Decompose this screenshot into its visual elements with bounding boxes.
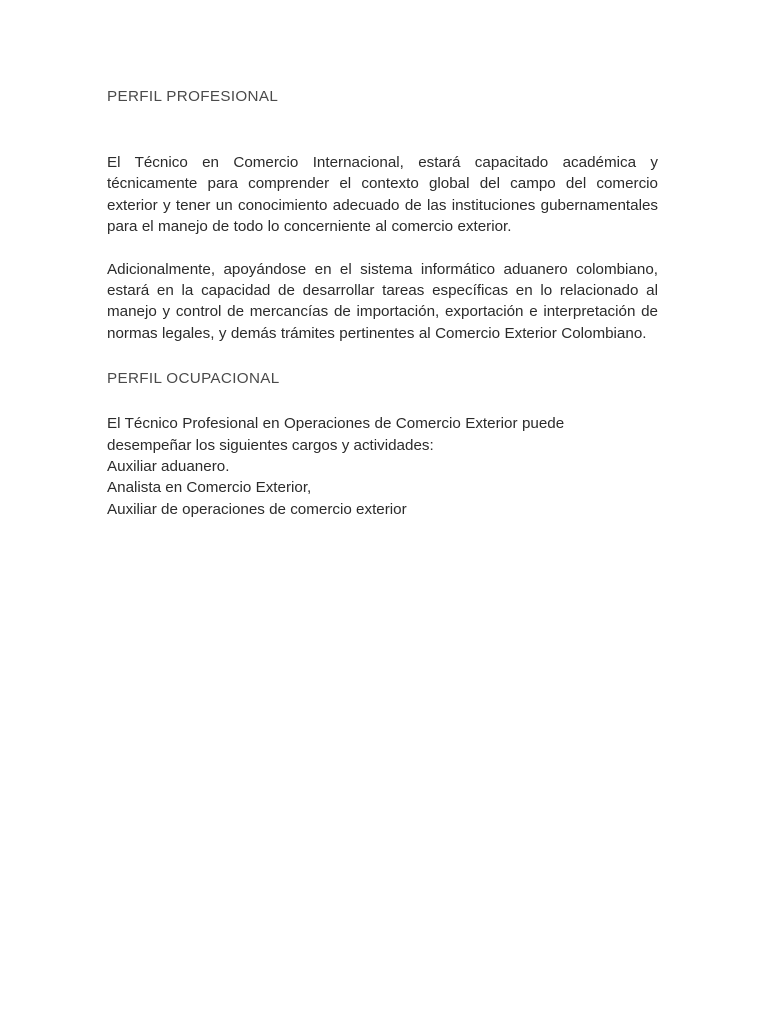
occupational-role-list xyxy=(107,456,658,520)
spacer xyxy=(107,238,658,259)
spacer xyxy=(107,344,658,368)
paragraph-occupational-intro-line-2: desempeñar los siguientes cargos y actividades: xyxy=(107,436,434,454)
paragraph-professional-profile-2: Adicionalmente, apoyándose en el sistema informático aduanero colombiano, estará en la capacidad de desarrollar tareas específicas en lo relacionado al manejo y control de mercancías de importación, exportación e interpretación de normas legales, y demás trámites pertinentes al Comercio Exterior Colombiano. xyxy=(107,260,658,342)
list-item: Auxiliar aduanero. xyxy=(107,458,230,476)
section-heading-occupational-profile: PERFIL OCUPACIONAL xyxy=(107,370,280,388)
section-heading-professional-profile: PERFIL PROFESIONAL xyxy=(107,88,279,105)
paragraph-occupational-intro-line-1: El Técnico Profesional en Operaciones de Comercio Exterior puede xyxy=(107,415,565,433)
document-content xyxy=(107,86,658,520)
spacer xyxy=(107,389,658,413)
spacer xyxy=(107,107,658,152)
list-item: Auxiliar de operaciones de comercio exterior xyxy=(107,500,407,518)
list-item: Analista en Comercio Exterior, xyxy=(107,479,312,497)
paragraph-professional-profile-1: El Técnico en Comercio Internacional, estará capacitado académica y técnicamente para comprender el contexto global del campo del comercio exterior y tener un conocimiento adecuado de las instituciones gubernamentales para el manejo de todo lo concerniente al comercio exterior. xyxy=(107,154,658,236)
